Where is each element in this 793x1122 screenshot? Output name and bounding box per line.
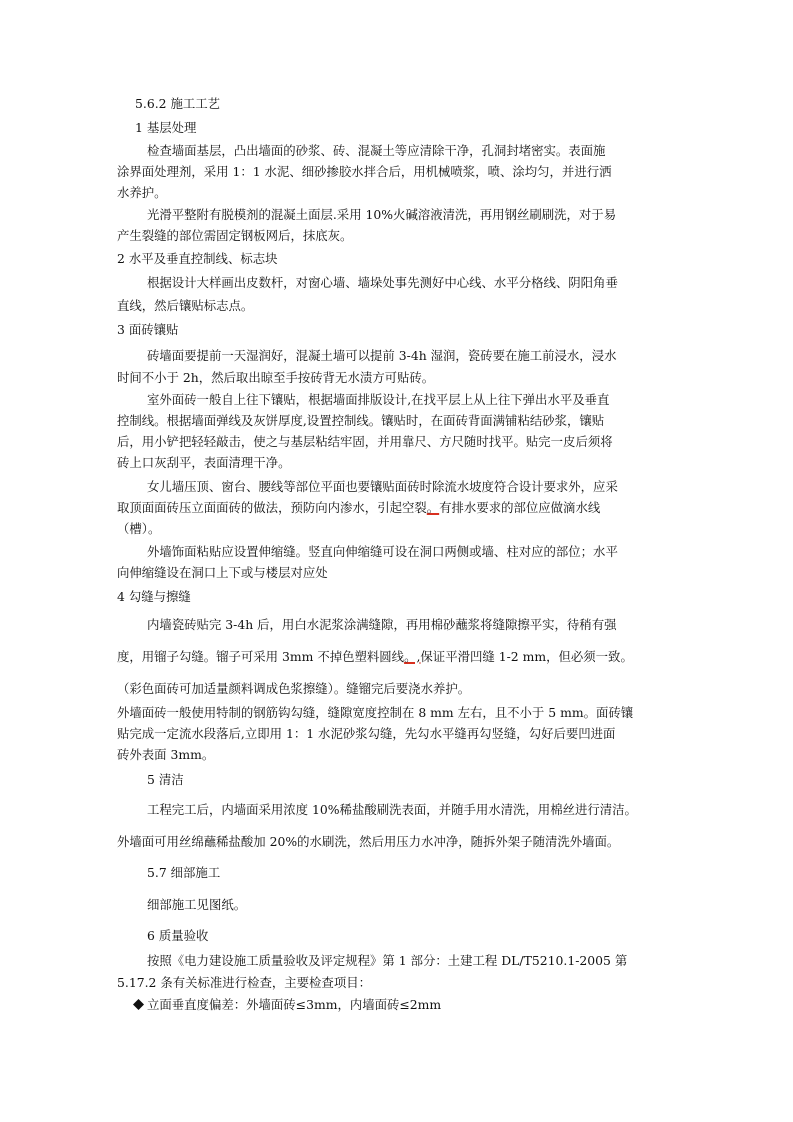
subheading-quality-acceptance: 6 质量验收	[147, 928, 209, 943]
text-run: 取顶面面砖压立面面砖的做法，预防向内渗水，引起空裂	[117, 500, 427, 515]
text-run: 有排水要求的部位应做滴水线	[439, 500, 601, 515]
paragraph-line: 贴完成一定流水段落后,立即用 1：1 水泥砂浆勾缝，先勾水平缝再勾竖缝，勾好后要凹进面	[117, 726, 616, 741]
paragraph-line: 5.17.2 条有关标准进行检查，主要检查项目：	[117, 975, 371, 990]
paragraph-line: 检查墙面基层，凸出墙面的砂浆、砖、混凝土等应清除干净，孔洞封堵密实。表面施	[147, 143, 606, 158]
paragraph-line: （槽）。	[117, 521, 161, 536]
section-heading-5-7: 5.7 细部施工	[147, 865, 221, 880]
bullet-item	[133, 997, 441, 1014]
paragraph-line: 外墙饰面粘贴应设置伸缩缝。竖直向伸缩缝可设在洞口两侧或墙、柱对应的部位；水平	[147, 544, 618, 559]
paragraph-line: 工程完工后，内墙面采用浓度 10%稀盐酸刷洗表面，并随手用水清洗，用棉丝进行清洁。	[147, 802, 637, 817]
revision-mark: 。,	[404, 649, 421, 664]
paragraph-line: 室外面砖一般自上往下镶贴，根据墙面排版设计,在找平层上从上往下弹出水平及垂直	[147, 392, 610, 407]
paragraph-line: 产生裂缝的部位需固定钢板网后，抹底灰。	[117, 228, 353, 243]
paragraph-line: 细部施工见图纸。	[147, 897, 247, 912]
subheading-base-treatment: 1 基层处理	[135, 120, 197, 135]
paragraph-line: （彩色面砖可加适量颜料调成色浆擦缝）。缝镏完后要浇水养护。	[117, 681, 471, 696]
revision-mark: 。	[426, 500, 440, 515]
subheading-tile-laying: 3 面砖镶贴	[117, 322, 179, 337]
paragraph-line: 控制线。根据墙面弹线及灰饼厚度,设置控制线。镶贴时，在面砖背面满铺粘结砂浆，镶贴	[117, 413, 605, 428]
paragraph-line: 水养护。	[117, 185, 167, 200]
paragraph-line: 砖墙面要提前一天湿润好，混凝土墙可以提前 3-4h 湿润，瓷砖要在施工前浸水，浸水	[147, 348, 617, 363]
paragraph-line: 女儿墙压顶、窗台、腰线等部位平面也要镶贴面砖时除流水坡度符合设计要求外，应采	[147, 479, 618, 494]
paragraph-line: 向伸缩缝设在洞口上下或与楼层对应处	[117, 565, 328, 580]
paragraph-line: 按照《电力建设施工质量验收及评定规程》第 1 部分：土建工程 DL/T5210.1-2005 第	[147, 953, 628, 968]
paragraph-line	[117, 500, 600, 516]
paragraph-line: 外墙面可用丝绵蘸稀盐酸加 20%的水刷洗，然后用压力水冲净，随拆外架子随清洗外墙面。	[117, 834, 620, 849]
text-run: 保证平滑凹缝 1-2 mm，但必须一致。	[420, 649, 633, 664]
paragraph-line: 时间不小于 2h，然后取出晾至手按砖背无水渍方可贴砖。	[117, 370, 435, 385]
paragraph-line: 外墙面砖一般使用特制的钢筋钩勾缝，缝隙宽度控制在 8 mm 左右，且不小于 5 mm。面砖镶	[117, 705, 634, 720]
subheading-cleaning: 5 清洁	[147, 772, 184, 787]
subheading-pointing: 4 勾缝与擦缝	[117, 589, 191, 604]
bullet-text: 立面垂直度偏差：外墙面砖≤3mm，内墙面砖≤2mm	[147, 997, 442, 1012]
paragraph-line	[117, 649, 633, 665]
paragraph-line: 后，用小铲把轻轻敲击，使之与基层粘结牢固，并用靠尺、方尺随时找平。贴完一皮后须将	[117, 434, 613, 449]
section-heading-5-6-2: 5.6.2 施工工艺	[135, 96, 221, 111]
paragraph-line: 光滑平整附有脱模剂的混凝土面层.采用 10%火碱溶液清洗，再用钢丝刷刷洗，对于易	[147, 207, 617, 222]
text-run: 度，用镏子勾缝。镏子可采用 3mm 不掉色塑料圆线	[117, 649, 405, 664]
paragraph-line: 直线，然后镶贴标志点。	[117, 298, 254, 313]
paragraph-line: 涂界面处理剂，采用 1：1 水泥、细砂掺胶水拌合后，用机械喷浆，喷、涂均匀，并进行洒	[117, 164, 612, 179]
diamond-bullet-icon	[133, 998, 144, 1014]
paragraph-line: 砖上口灰刮平，表面清理干净。	[117, 455, 291, 470]
paragraph-line: 根据设计大样画出皮数杆，对窗心墙、墙垛处事先测好中心线、水平分格线、阴阳角垂	[147, 275, 618, 290]
paragraph-line: 内墙瓷砖贴完 3-4h 后，用白水泥浆涂满缝隙，再用棉砂蘸浆将缝隙擦平实，待稍有强	[147, 617, 617, 632]
subheading-control-lines: 2 水平及垂直控制线、标志块	[117, 251, 278, 266]
paragraph-line: 砖外表面 3mm。	[117, 747, 215, 762]
